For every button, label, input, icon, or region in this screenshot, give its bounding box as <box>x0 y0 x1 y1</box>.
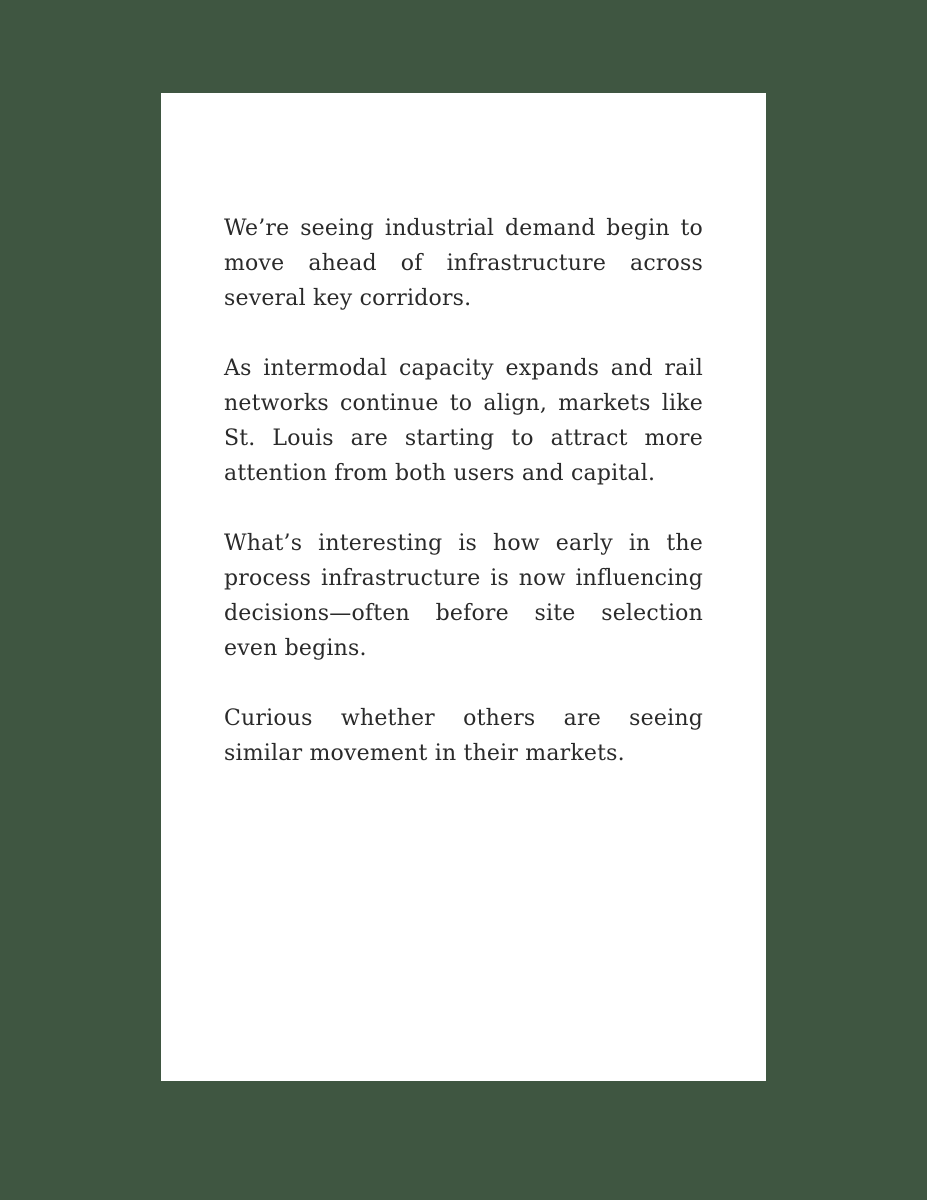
document-card <box>161 93 766 1081</box>
paragraph-4: Curious whether others are seeing similar movement in their markets. <box>224 706 703 766</box>
paragraph-1: We’re seeing industrial demand begin to move ahead of infrastructure across several key corridors. <box>224 216 703 311</box>
paragraph-2: As intermodal capacity expands and rail networks continue to align, markets like St. Louis are starting to attract more attention from both users and capital. <box>224 356 703 486</box>
post-body <box>224 211 703 771</box>
paragraph-3: What’s interesting is how early in the process infrastructure is now influencing decisions—often before site selection even begins. <box>224 531 703 661</box>
